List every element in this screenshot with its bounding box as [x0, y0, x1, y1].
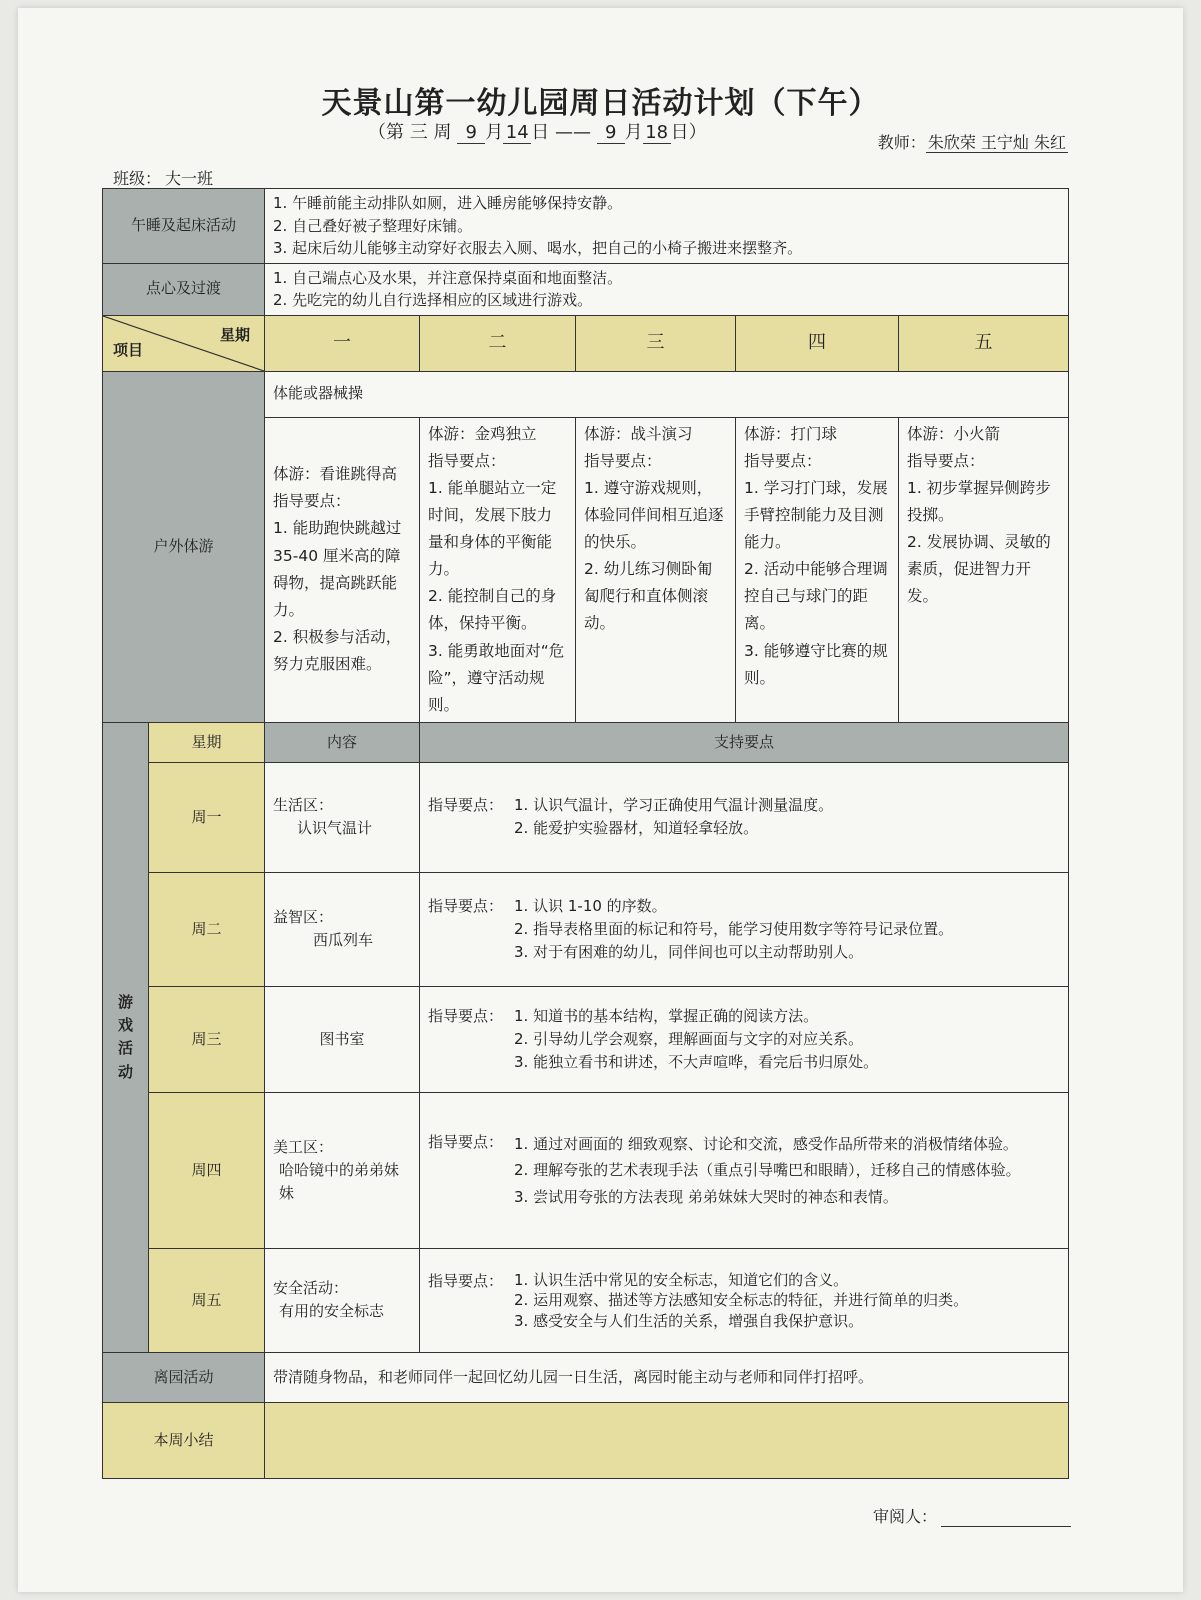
games-day: 周一	[149, 762, 265, 872]
outdoor-point: 2. 能控制自己的身体，保持平衡。	[428, 587, 557, 633]
outdoor-guide-label: 指导要点：	[744, 451, 822, 470]
weekday-thu: 四	[736, 315, 899, 371]
class-name: 大一班	[161, 169, 231, 189]
outdoor-point: 3. 能勇敢地面对“危险”，遵守活动规则。	[428, 641, 565, 714]
nap-row	[103, 189, 1069, 264]
games-point: 2. 能爱护实验器材，知道轻拿轻放。	[514, 819, 759, 838]
month-char: 月	[485, 122, 504, 143]
summary-content	[265, 1402, 1069, 1478]
nap-item: 2. 自己叠好被子整理好床铺。	[273, 216, 473, 235]
outdoor-guide-label: 指导要点：	[428, 451, 506, 470]
outdoor-guide-label: 指导要点：	[273, 492, 351, 511]
month-char-2: 月	[624, 122, 643, 143]
leaving-row	[103, 1352, 1069, 1402]
activity-plan-table	[102, 188, 1069, 1479]
summary-row	[103, 1402, 1069, 1478]
games-point: 3. 对于有困难的幼儿，同伴间也可以主动帮助别人。	[514, 943, 864, 961]
games-activity: 西瓜列车	[313, 931, 374, 950]
outdoor-point: 1. 能单腿站立一定时间，发展下肢力量和身体的平衡能力。	[428, 478, 557, 579]
range-close: 日）	[670, 122, 707, 143]
snack-label: 点心及过渡	[103, 263, 265, 315]
games-area: 图书室	[319, 1029, 365, 1048]
outdoor-day-mon	[265, 417, 420, 722]
games-point: 2. 运用观察、描述等方法感知安全标志的特征，并进行简单的归类。	[514, 1291, 969, 1310]
outdoor-day-wed	[576, 417, 736, 722]
games-area: 美工区：	[273, 1137, 334, 1156]
weekday-tue: 二	[420, 315, 576, 371]
games-label-char: 动	[117, 1062, 133, 1081]
games-point: 1. 认识 1-10 的序数。	[514, 896, 667, 915]
games-point: 2. 理解夸张的艺术表现手法（重点引导嘴巴和眼睛），迁移自己的情感体验。	[514, 1161, 1021, 1180]
games-points	[420, 872, 1069, 986]
leaving-content: 带清随身物品，和老师同伴一起回忆幼儿园一日生活，离园时能主动与老师和同伴打招呼。	[265, 1352, 1069, 1402]
games-label	[103, 722, 149, 1352]
end-day: 18	[643, 122, 671, 144]
reviewer-label: 审阅人：	[872, 1507, 937, 1526]
weekday-fri: 五	[899, 315, 1069, 371]
games-point: 2. 引导幼儿学会观察，理解画面与文字的对应关系。	[514, 1029, 864, 1048]
games-row-wed	[103, 986, 1069, 1092]
teacher-names: 朱欣荣 王宁灿 朱红	[927, 133, 1066, 152]
games-row-thu	[103, 1092, 1069, 1248]
games-point: 3. 尝试用夸张的方法表现 弟弟妹妹大哭时的神态和表情。	[514, 1187, 898, 1206]
games-area: 益智区：	[273, 908, 334, 927]
leaving-label: 离园活动	[103, 1352, 265, 1402]
games-header-row	[103, 722, 1069, 762]
week-range	[368, 118, 707, 144]
weekday-header-row	[103, 315, 1069, 371]
corner-weekday-label: 星期	[220, 325, 251, 344]
outdoor-point: 1. 初步掌握异侧跨步投掷。	[907, 478, 1051, 524]
class-line	[113, 166, 231, 189]
games-points	[420, 762, 1069, 872]
games-row-fri	[103, 1248, 1069, 1352]
week-prefix: （第	[368, 122, 404, 143]
outdoor-guide-label: 指导要点：	[584, 451, 662, 470]
games-point: 1. 认识气温计，学习正确使用气温计测量温度。	[514, 796, 834, 815]
snack-row	[103, 263, 1069, 315]
snack-content	[265, 263, 1069, 315]
games-day: 周四	[149, 1092, 265, 1248]
games-content	[265, 1248, 420, 1352]
outdoor-day-fri	[899, 417, 1069, 722]
games-points-label: 指导要点：	[428, 1006, 504, 1025]
games-point: 3. 能独立看书和讲述，不大声喧哗，看完后书归原处。	[514, 1053, 879, 1071]
games-label-char: 戏	[117, 1016, 133, 1035]
outdoor-subheader-row	[103, 371, 1069, 417]
teacher-label: 教师：	[877, 133, 926, 152]
corner-header-cell	[103, 315, 265, 371]
games-row-mon	[103, 762, 1069, 872]
document-page	[18, 8, 1183, 1592]
day-char: 日	[531, 122, 550, 143]
nap-item: 3. 起床后幼儿能够主动穿好衣服去入厕、喝水，把自己的小椅子搬进来摆整齐。	[273, 239, 803, 257]
games-point: 1. 通过对画面的 细致观察、讨论和交流，感受作品所带来的消极情绪体验。	[514, 1135, 1018, 1153]
nap-item: 1. 午睡前能主动排队如厕，进入睡房能够保持安静。	[273, 194, 623, 212]
games-points	[420, 986, 1069, 1092]
nap-label: 午睡及起床活动	[103, 189, 265, 264]
range-dash: ——	[554, 122, 591, 143]
games-content	[265, 986, 420, 1092]
games-point: 1. 认识生活中常见的安全标志，知道它们的含义。	[514, 1271, 849, 1289]
outdoor-point: 1. 能助跑快跳越过 35-40 厘米高的障碍物，提高跳跃能力。	[273, 519, 402, 619]
games-points	[420, 1248, 1069, 1352]
games-points-label: 指导要点：	[428, 896, 504, 915]
outdoor-label: 户外体游	[103, 371, 265, 722]
teacher-line	[878, 130, 1068, 153]
outdoor-game-title: 体游：打门球	[744, 424, 838, 443]
outdoor-guide-label: 指导要点：	[907, 451, 985, 470]
games-point: 3. 感受安全与人们生活的关系，增强自我保护意识。	[514, 1311, 864, 1330]
games-day: 周二	[149, 872, 265, 986]
class-label: 班级：	[113, 169, 162, 188]
outdoor-point: 2. 幼儿练习侧卧匍匐爬行和直体侧滚动。	[584, 560, 713, 633]
outdoor-subheader: 体能或器械操	[265, 371, 1069, 417]
games-content	[265, 872, 420, 986]
corner-item-label: 项目	[113, 341, 144, 360]
outdoor-game-title: 体游：小火箭	[907, 424, 1001, 443]
games-content	[265, 1092, 420, 1248]
outdoor-point: 1. 学习打门球，发展手臂控制能力及目测能力。	[744, 478, 888, 551]
weekday-mon: 一	[265, 315, 420, 371]
snack-item: 2. 先吃完的幼儿自行选择相应的区域进行游戏。	[273, 291, 593, 309]
games-content	[265, 762, 420, 872]
games-points-label: 指导要点：	[428, 1133, 504, 1151]
end-month: 9	[597, 122, 625, 144]
games-label-char: 游	[117, 992, 133, 1011]
start-day: 14	[503, 122, 531, 144]
games-col-content: 内容	[265, 722, 420, 762]
games-activity: 哈哈镜中的弟弟妹妹	[279, 1160, 400, 1202]
games-points	[420, 1092, 1069, 1248]
outdoor-game-title: 体游：金鸡独立	[428, 424, 537, 443]
snack-item: 1. 自己端点心及水果，并注意保持桌面和地面整洁。	[273, 268, 623, 287]
weekday-wed: 三	[576, 315, 736, 371]
games-area: 生活区：	[273, 796, 334, 815]
games-activity: 有用的安全标志	[279, 1302, 385, 1321]
games-area: 安全活动：	[273, 1279, 349, 1298]
outdoor-game-title: 体游：战斗演习	[584, 424, 693, 443]
games-points-label: 指导要点：	[428, 1272, 504, 1290]
outdoor-point: 2. 活动中能够合理调控自己与球门的距离。	[744, 560, 888, 633]
games-day: 周三	[149, 986, 265, 1092]
start-month: 9	[457, 122, 485, 144]
games-label-char: 活	[117, 1039, 133, 1058]
games-row-tue	[103, 872, 1069, 986]
games-points-label: 指导要点：	[428, 796, 504, 815]
outdoor-point: 1. 遵守游戏规则，体验同伴间相互追逐的快乐。	[584, 478, 724, 551]
week-label: 周	[433, 122, 452, 143]
games-point: 1. 知道书的基本结构，掌握正确的阅读方法。	[514, 1006, 819, 1025]
week-number: 三	[409, 122, 428, 143]
outdoor-point: 2. 发展协调、灵敏的素质，促进智力开发。	[907, 533, 1051, 606]
games-col-points: 支持要点	[420, 722, 1069, 762]
outdoor-point: 2. 积极参与活动，努力克服困难。	[273, 627, 402, 674]
outdoor-point: 3. 能够遵守比赛的规则。	[744, 641, 888, 687]
games-day: 周五	[149, 1248, 265, 1352]
reviewer-line	[873, 1504, 1071, 1527]
outdoor-day-thu	[736, 417, 899, 722]
games-activity: 认识气温计	[297, 819, 373, 838]
games-col-day: 星期	[149, 722, 265, 762]
outdoor-day-tue	[420, 417, 576, 722]
nap-content	[265, 189, 1069, 264]
document-title: 天景山第一幼儿园周日活动计划（下午）	[321, 86, 880, 121]
outdoor-game-title: 体游：看谁跳得高	[273, 465, 398, 484]
reviewer-signature-blank	[941, 1508, 1071, 1527]
games-point: 2. 指导表格里面的标记和符号，能学习使用数字等符号记录位置。	[514, 919, 954, 938]
summary-label: 本周小结	[103, 1402, 265, 1478]
